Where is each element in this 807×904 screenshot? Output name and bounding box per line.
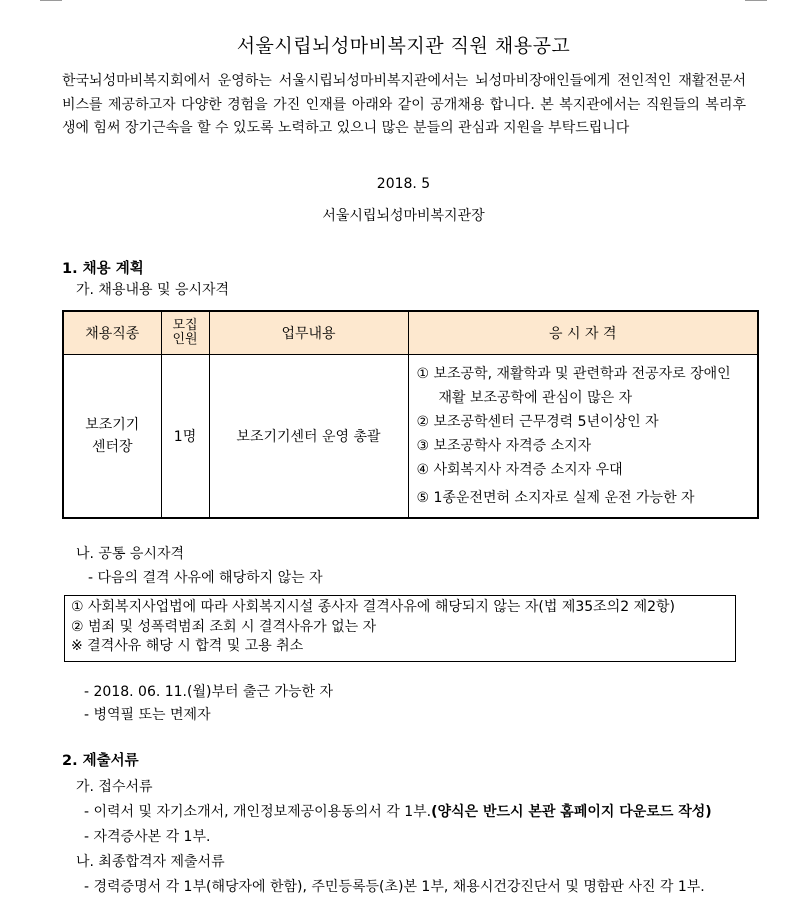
- position-text: 보조기기 센터장: [85, 417, 140, 455]
- issuer-name: 서울시립뇌성마비복지관장: [322, 208, 485, 224]
- document-line: - 자격증사본 각 1부.: [84, 829, 211, 845]
- page-corner-mark-right: [745, 0, 767, 1]
- header-qualifications: 응 시 자 격: [408, 311, 758, 355]
- cell-duties: 보조기기센터 운영 총괄: [209, 355, 408, 519]
- header-position: 채용직종: [63, 311, 161, 355]
- disqualification-note: ※ 결격사유 해당 시 합격 및 고용 취소: [71, 638, 304, 654]
- qualification-item: ③ 보조공학사 자격증 소지자: [416, 438, 592, 454]
- qualification-item: ⑤ 1종운전면허 소지자로 실제 운전 가능한 자: [416, 490, 695, 506]
- requirement-military: - 병역필 또는 면제자: [84, 707, 211, 723]
- header-count: [161, 311, 209, 355]
- disqualification-line: ② 범죄 및 성폭력범죄 조회 시 결격사유가 없는 자: [71, 618, 377, 635]
- cell-qualifications: [408, 355, 758, 519]
- cell-count: 1명: [161, 355, 209, 519]
- recruitment-table: [62, 310, 759, 519]
- table-header-row: [63, 311, 758, 355]
- disqualification-line: ① 사회복지사업법에 따라 사회복지시설 종사자 결격사유에 해당되지 않는 자(법 제35조의2 제2항): [71, 599, 675, 615]
- section1-sub-a: 가. 채용내용 및 응시자격: [76, 282, 230, 298]
- announcement-date: 2018. 5: [376, 176, 431, 192]
- page-corner-mark-left: [40, 0, 62, 1]
- header-count-line: 모집 인원: [172, 318, 198, 347]
- section2-sub-a: 가. 접수서류: [76, 779, 153, 795]
- section1-sub-b: 나. 공통 응시자격: [76, 546, 185, 562]
- common-qualification-intro: - 다음의 결격 사유에 해당하지 않는 자: [88, 570, 323, 586]
- requirement-start-date: - 2018. 06. 11.(월)부터 출근 가능한 자: [84, 684, 334, 700]
- qualification-item: ① 보조공학, 재활학과 및 관련학과 전공자로 장애인: [416, 366, 731, 382]
- page-title: 서울시립뇌성마비복지관 직원 채용공고: [236, 35, 571, 57]
- final-documents-line: - 경력증명서 각 1부(해당자에 한함), 주민등록등(초)본 1부, 채용시건강진단서 및 명함판 사진 각 1부.: [84, 879, 705, 895]
- document-line-text: - 이력서 및 자기소개서, 개인정보제공이용동의서 각 1부.: [84, 804, 432, 820]
- disqualification-box: [64, 595, 736, 662]
- intro-paragraph: 한국뇌성마비복지회에서 운영하는 서울시립뇌성마비복지관에서는 뇌성마비장애인들에게 전인적인 재활전문서비스를 제공하고자 다양한 경험을 가진 인재를 아래와 같이 공개채용 합니다. 본 복지관에서는 직원들의 복리후생에 힘써 장기근속을 할 수 있도록 노력하고 있으니 많은 분들의 관심과 지원을 부탁드립니다: [62, 73, 746, 136]
- header-duties: 업무내용: [209, 311, 408, 355]
- section2-heading: 2. 제출서류: [62, 753, 139, 769]
- section2-sub-b: 나. 최종합격자 제출서류: [76, 854, 225, 870]
- qualification-item-continued: 재활 보조공학에 관심이 많은 자: [438, 390, 633, 406]
- qualification-item: ④ 사회복지사 자격증 소지자 우대: [416, 462, 623, 478]
- document-line: [84, 801, 712, 821]
- table-row: [63, 355, 758, 519]
- section1-heading: 1. 채용 계획: [62, 261, 144, 277]
- qualification-item: ② 보조공학센터 근무경력 5년이상인 자: [416, 414, 659, 430]
- document-form-note: (양식은 반드시 본관 홈페이지 다운로드 작성): [431, 804, 712, 820]
- cell-position: [63, 355, 161, 519]
